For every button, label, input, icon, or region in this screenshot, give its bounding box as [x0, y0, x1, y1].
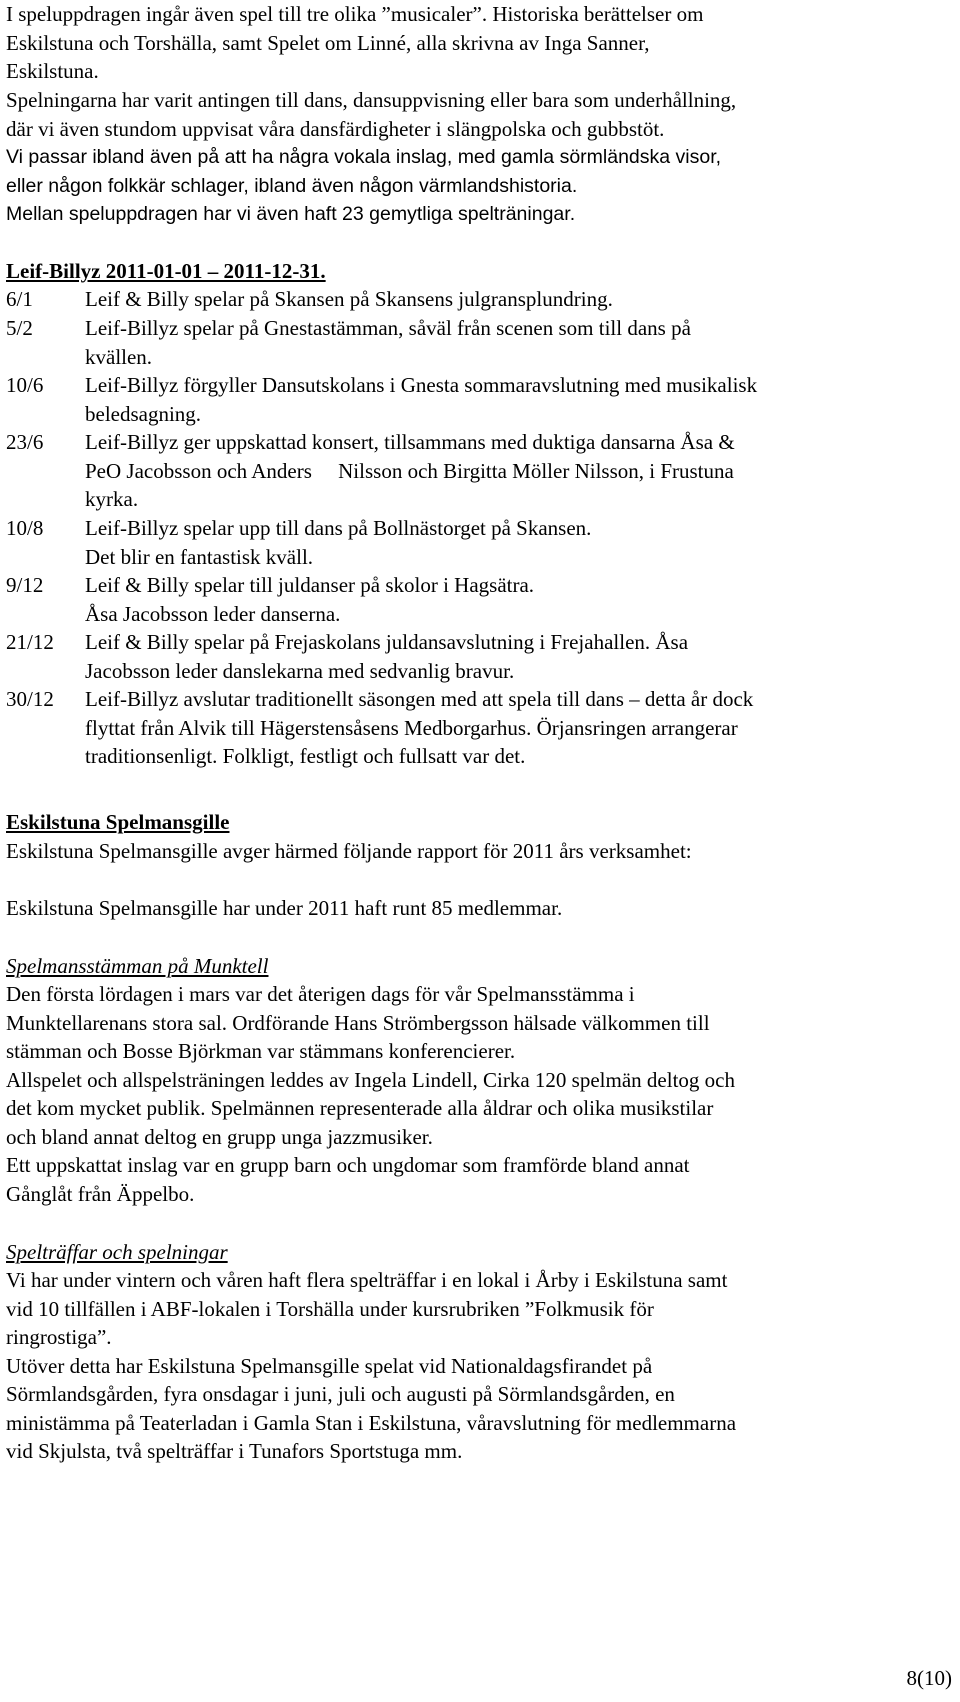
event-date: 23/6: [6, 430, 44, 454]
report-intro: Eskilstuna Spelmansgille avger härmed följande rapport för 2011 års verksamhet:: [6, 839, 692, 863]
text-line: det kom mycket publik. Spelmännen representerade alla åldrar och olika musikstilar: [6, 1096, 714, 1120]
text-line: vid 10 tillfällen i ABF-lokalen i Torshälla under kursrubriken ”Folkmusik för: [6, 1296, 654, 1321]
text-line: där vi även stundom uppvisat våra dansfärdigheter i slängpolska och gubbstöt.: [6, 116, 665, 141]
event-date: 5/2: [6, 316, 33, 340]
event-date: 30/12: [6, 687, 54, 711]
event-text: kyrka.: [85, 487, 139, 511]
speltraffar-paragraph: [6, 1266, 956, 1466]
stamman-heading: Spelmansstämman på Munktell: [6, 954, 269, 978]
event-date: 10/6: [6, 373, 44, 397]
event-text: Det blir en fantastisk kväll.: [85, 544, 314, 569]
members-line: Eskilstuna Spelmansgille har under 2011 haft runt 85 medlemmar.: [6, 896, 563, 920]
event-text: PeO Jacobsson och Anders Nilsson och Birgitta Möller Nilsson, i Frustuna: [85, 458, 734, 483]
event-text: Leif-Billyz avslutar traditionellt säsongen med att spela till dans – detta år dock: [85, 687, 754, 711]
event-text: Leif & Billy spelar till juldanser på skolor i Hagsätra.: [85, 573, 535, 597]
event-text: Jacobsson leder danslekarna med sedvanlig bravur.: [85, 658, 515, 683]
page-number: 8(10): [906, 1666, 952, 1690]
text-line: eller någon folkkär schlager, ibland även någon värmlandshistoria.: [6, 174, 578, 197]
intro-paragraph: [6, 0, 956, 86]
dance-paragraph: [6, 86, 956, 229]
event-text: Leif-Billyz ger uppskattad konsert, tillsammans med duktiga dansarna Åsa &: [85, 430, 735, 454]
event-text: Åsa Jacobsson leder danserna.: [85, 601, 341, 626]
text-line: Munktellarenans stora sal. Ordförande Hans Strömbergsson hälsade välkommen till: [6, 1010, 710, 1035]
text-line: Ett uppskattat inslag var en grupp barn och ungdomar som framförde bland annat: [6, 1153, 690, 1177]
speltraffar-heading: Spelträffar och spelningar: [6, 1240, 228, 1264]
text-line: Mellan speluppdragen har vi även haft 23 gemytliga spelträningar.: [6, 203, 576, 225]
text-line: Allspelet och allspelsträningen leddes av Ingela Lindell, Cirka 120 spelmän deltog och: [6, 1067, 735, 1092]
leif-billyz-heading: Leif-Billyz 2011-01-01 – 2011-12-31.: [6, 259, 326, 283]
event-date: 9/12: [6, 573, 44, 597]
event-date: 6/1: [6, 287, 33, 311]
text-line: I speluppdragen ingår även spel till tre olika ”musicaler”. Historiska berättelser om: [6, 2, 704, 26]
stamman-paragraph: [6, 980, 956, 1208]
event-text: traditionsenligt. Folkligt, festligt och fullsatt var det.: [85, 744, 526, 768]
text-line: Eskilstuna och Torshälla, samt Spelet om Linné, alla skrivna av Inga Sanner,: [6, 30, 650, 55]
text-line: Sörmlandsgården, fyra onsdagar i juni, juli och augusti på Sörmlandsgården, en: [6, 1382, 675, 1406]
text-line: Utöver detta har Eskilstuna Spelmansgille spelat vid Nationaldagsfirandet på: [6, 1353, 653, 1378]
text-line: och bland annat deltog en grupp unga jazzmusiker.: [6, 1124, 433, 1149]
text-line: Vi har under vintern och våren haft flera spelträffar i en lokal i Årby i Eskilstuna samt: [6, 1268, 728, 1292]
event-text: Leif & Billy spelar på Skansen på Skansens julgransplundring.: [85, 287, 613, 311]
text-line: vid Skjulsta, två spelträffar i Tunafors Sportstuga mm.: [6, 1439, 463, 1463]
event-text: Leif-Billyz förgyller Dansutskolans i Gnesta sommaravslutning med musikalisk: [85, 373, 758, 397]
event-date: 21/12: [6, 630, 54, 654]
event-text: beledsagning.: [85, 401, 202, 426]
event-text: flyttat från Alvik till Hägerstensåsens Medborgarhus. Örjansringen arrangerar: [85, 715, 738, 740]
event-date: 10/8: [6, 516, 44, 540]
text-line: ringrostiga”.: [6, 1325, 112, 1349]
text-line: Eskilstuna.: [6, 59, 99, 83]
event-text: Leif-Billyz spelar upp till dans på Bollnästorget på Skansen.: [85, 516, 592, 540]
event-text: Leif-Billyz spelar på Gnestastämman, såväl från scenen som till dans på: [85, 316, 691, 340]
text-line: Vi passar ibland även på att ha några vokala inslag, med gamla sörmländska visor,: [6, 146, 722, 168]
eskilstuna-heading: Eskilstuna Spelmansgille: [6, 810, 230, 834]
event-text: kvällen.: [85, 344, 153, 369]
text-line: Gånglåt från Äppelbo.: [6, 1181, 195, 1206]
text-line: ministämma på Teaterladan i Gamla Stan i Eskilstuna, våravslutning för medlemmarna: [6, 1410, 737, 1435]
text-line: stämman och Bosse Björkman var stämmans konferencierer.: [6, 1039, 516, 1063]
text-line: Den första lördagen i mars var det återigen dags för vår Spelmansstämma i: [6, 982, 635, 1006]
text-line: Spelningarna har varit antingen till dans, dansuppvisning eller bara som underhållning,: [6, 88, 737, 112]
event-text: Leif & Billy spelar på Frejaskolans juldansavslutning i Frejahallen. Åsa: [85, 630, 689, 654]
